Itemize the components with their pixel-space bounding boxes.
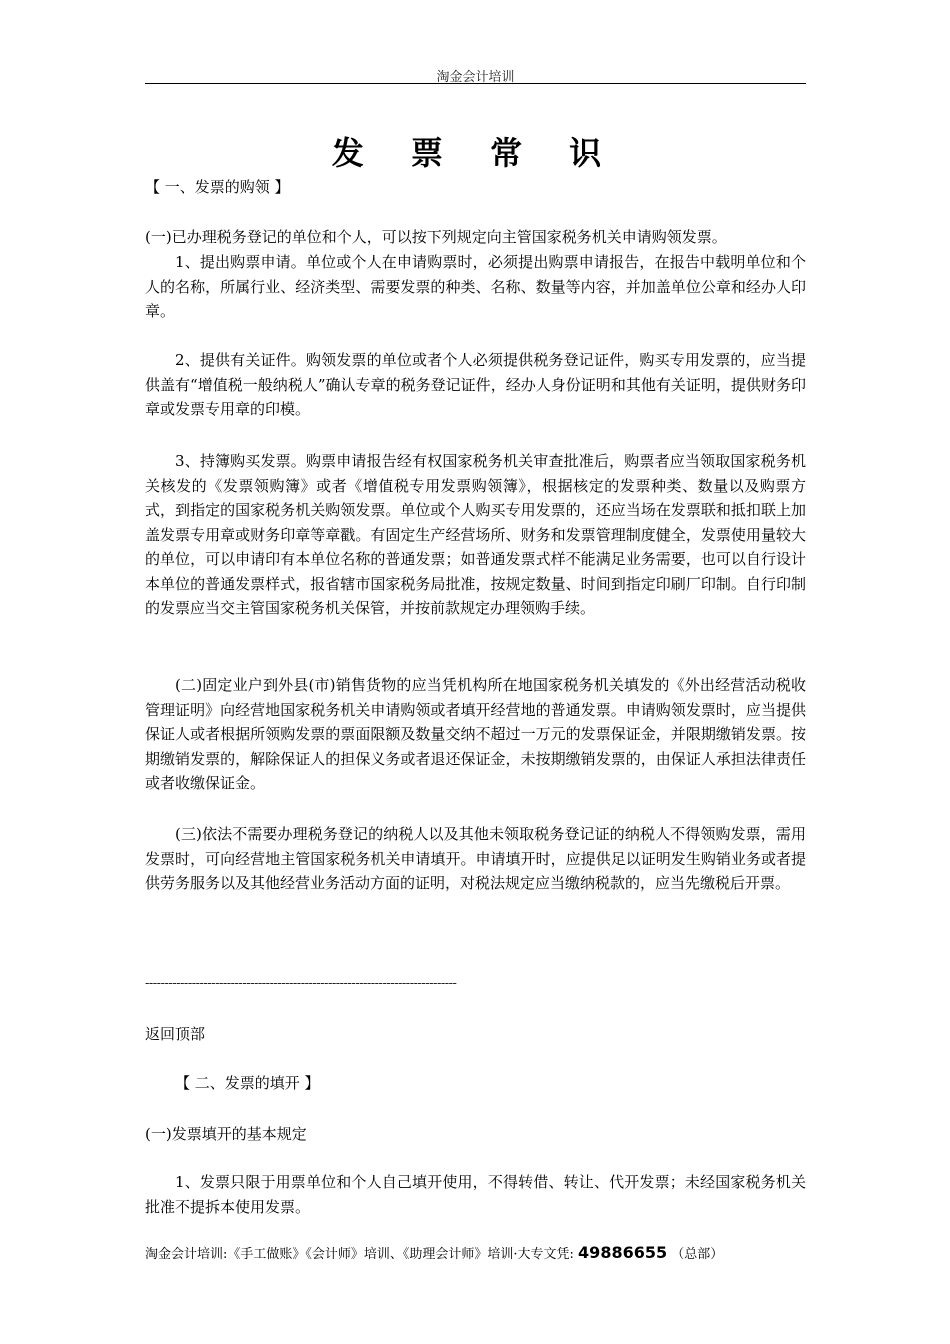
back-to-top-link[interactable]: 返回顶部: [145, 1025, 206, 1043]
section1-paragraph-2: 2、提供有关证件。购领发票的单位或者个人必须提供税务登记证件，购买专用发票的，应当提供盖有“增值税一般纳税人”确认专章的税务登记证件，经办人身份证明和其他有关证明，提供财务印章或发票专用章的印模。: [145, 351, 806, 418]
page-footer: [145, 1243, 723, 1262]
section1-paragraph-5: (三)依法不需要办理税务登记的纳税人以及其他未领取税务登记证的纳税人不得领购发票，需用发票时，可向经营地主管国家税务机关申请填开。申请填开时，应提供足以证明发生购销业务或者提供劳务服务以及其他经营业务活动方面的证明，对税法规定应当缴纳税款的，应当先缴税后开票。: [145, 825, 806, 892]
header-rule: [145, 83, 806, 84]
section1-intro: (一)已办理税务登记的单位和个人，可以按下列规定向主管国家税务机关申请购领发票。: [145, 228, 727, 246]
document-title: 发 票 常 识: [331, 134, 620, 172]
section1-paragraph-4: (二)固定业户到外县(市)销售货物的应当凭机构所在地国家税务机关填发的《外出经营活动税收管理证明》向经营地国家税务机关申请购领或者填开经营地的普通发票。申请购领发票时，应当提供保证人或者根据所领购发票的票面限额及数量交纳不超过一万元的发票保证金，并限期缴销发票。按期缴销发票的，解除保证人的担保义务或者退还保证金，未按期缴销发票的，由保证人承担法律责任或者收缴保证金。: [145, 676, 806, 792]
section2-paragraph-1: 1、发票只限于用票单位和个人自己填开使用，不得转借、转让、代开发票；未经国家税务机关批准不提拆本使用发票。: [145, 1173, 806, 1216]
footer-phone: 49886655: [578, 1243, 668, 1262]
section1-paragraph-1: 1、提出购票申请。单位或个人在申请购票时，必须提出购票申请报告，在报告中载明单位和个人的名称，所属行业、经济类型、需要发票的种类、名称、数量等内容，并加盖单位公章和经办人印章。: [145, 253, 806, 320]
footer-suffix: （总部）: [671, 1247, 724, 1262]
section1-heading: 【 一、发票的购领 】: [145, 178, 290, 196]
page-header: 淘金会计培训: [436, 70, 515, 85]
footer-text: 淘金会计培训:《手工做账》《会计师》培训、《助理会计师》培训·大专文凭:: [145, 1247, 574, 1262]
section2-subheading: (一)发票填开的基本规定: [145, 1125, 307, 1143]
separator-line: --------------------------------------------------------------------------------: [145, 976, 457, 991]
section1-paragraph-3: 3、持簿购买发票。购票申请报告经有权国家税务机关审查批准后，购票者应当领取国家税务机关核发的《发票领购簿》或者《增值税专用发票购领簿》，根据核定的发票种类、数量以及购票方式，到指定的国家税务机关购领发票。单位或个人购买专用发票的，还应当场在发票联和抵扣联上加盖发票专用章或财务印章等章戳。有固定生产经营场所、财务和发票管理制度健全，发票使用量较大的单位，可以申请印有本单位名称的普通发票；如普通发票式样不能满足业务需要，也可以自行设计本单位的普通发票样式，报省辖市国家税务局批准，按规定数量、时间到指定印刷厂印制。自行印制的发票应当交主管国家税务机关保管，并按前款规定办理领购手续。: [145, 452, 806, 617]
section2-heading: 【 二、发票的填开 】: [175, 1074, 320, 1092]
